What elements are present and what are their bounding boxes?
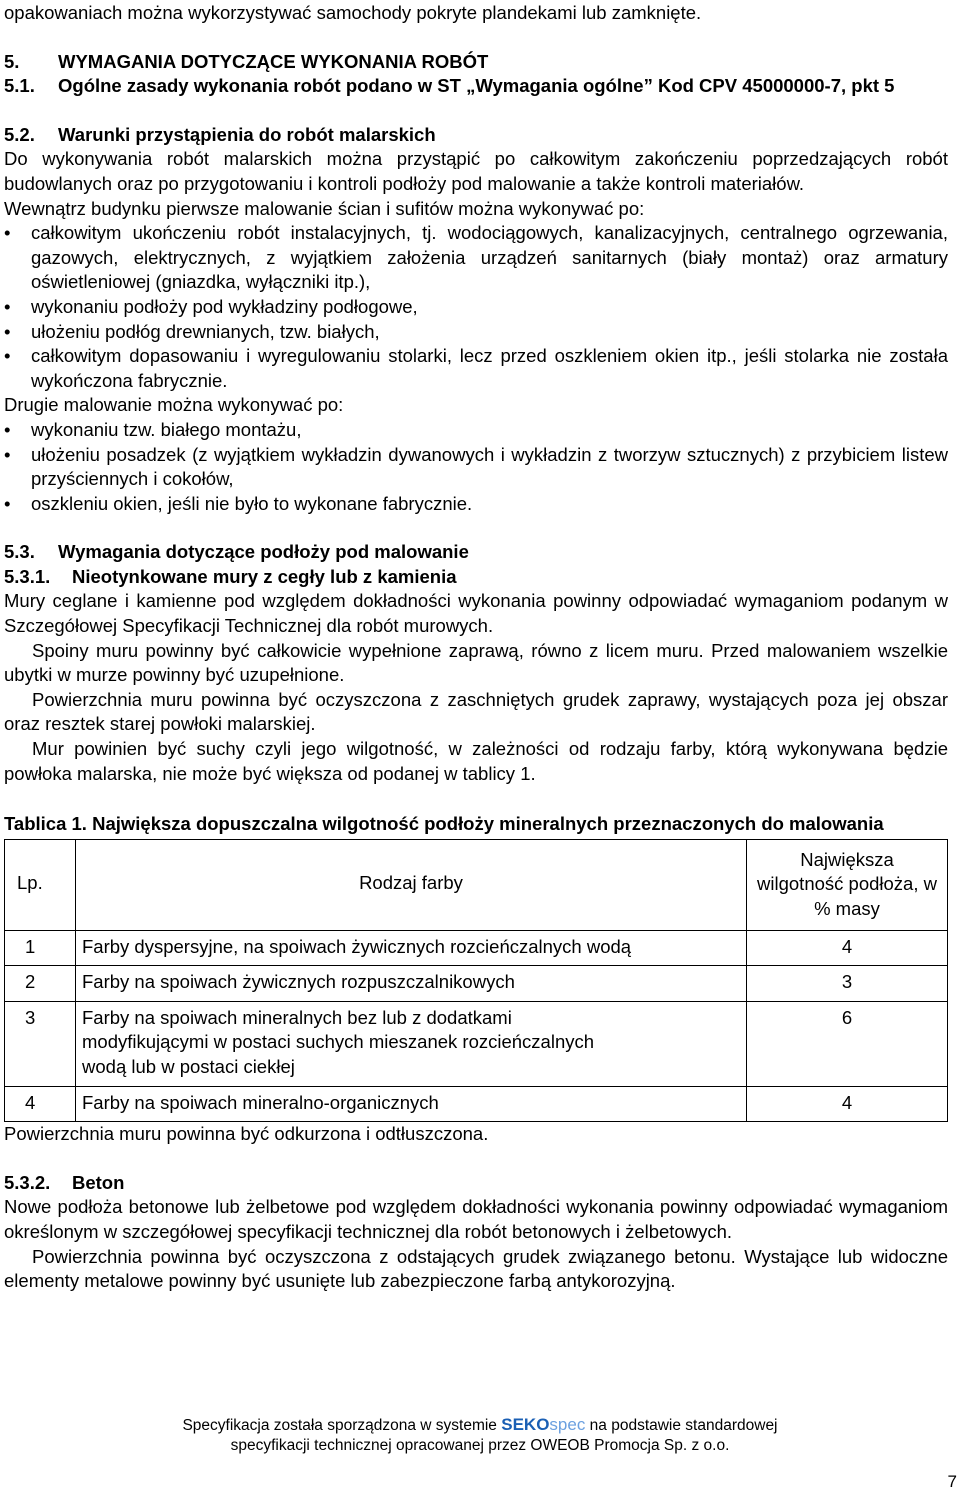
cell-max-moisture: 4 [747,1086,948,1122]
section-title: WYMAGANIA DOTYCZĄCE WYKONANIA ROBÓT [58,50,489,72]
section-title: Nieotynkowane mury z cegły lub z kamienia [72,565,457,587]
section-5-3-2-heading [4,1171,948,1196]
paragraph: Wewnątrz budynku pierwsze malowanie ścian i sufitów można wykonywać po: [4,197,645,219]
table-row [5,1086,948,1122]
cell-paint-type: Farby na spoiwach mineralno-organicznych [76,1086,747,1122]
bullet-list-first-painting [4,221,948,393]
table-header-row [5,839,948,930]
section-number: 5.2. [4,123,35,145]
section-5-3-heading [4,540,948,565]
cell-paint-type: Farby dyspersyjne, na spoiwach żywicznych rozcieńczalnych wodą [76,930,747,966]
section-number: 5.3.2. [4,1171,51,1193]
column-header-paint-type: Rodzaj farby [76,839,747,930]
section-title: Beton [72,1171,125,1193]
cell-lp: 1 [5,930,76,966]
section-5-heading [4,50,948,75]
list-item: • wykonaniu tzw. białego montażu, [4,418,948,443]
cell-lp: 2 [5,966,76,1002]
section-number: 5.1. [4,75,35,97]
footer-text: na podstawie standardowej [589,1417,778,1434]
sekospec-logo-part-a: SEKO [501,1415,550,1434]
cell-paint-type: Farby na spoiwach mineralnych bez lub z dodatkami modyfikującymi w postaci suchych mieszanek rozcieńczalnych wodą lub w postaci ciekłej [76,1001,747,1086]
list-item: • całkowitym dopasowaniu i wyregulowaniu stolarki, lecz przed oszkleniem okien itp., jeśli stolarka nie została wykończona fabrycznie. [4,344,948,393]
section-title: Wymagania dotyczące podłoży pod malowanie [58,541,469,563]
list-item: • wykonaniu podłoży pod wykładziny podłogowe, [4,295,948,320]
section-5-3-1-heading [4,565,948,590]
intro-line: opakowaniach można wykorzystywać samochody pokryte plandekami lub zamknięte. [4,2,702,23]
paragraph: Mury ceglane i kamienne pod względem dokładności wykonania powinny odpowiadać wymaganiom podanym w Szczegółowej Specyfikacji Technicznej dla robót murowych. [4,590,948,637]
cell-max-moisture: 6 [747,1001,948,1086]
table-row [5,1001,948,1086]
paragraph: Powierzchnia muru powinna być oczyszczona z zaschniętych grudek zaprawy, wystających poza jej obszar oraz resztek starej powłoki malarskiej. [4,688,948,735]
cell-max-moisture: 4 [747,930,948,966]
paragraph: Powierzchnia muru powinna być odkurzona i odtłuszczona. [4,1123,489,1145]
paragraph: Nowe podłoża betonowe lub żelbetowe pod względem dokładności wykonania powinny odpowiadać wymaganiom określonym w szczegółowej specyfikacji technicznej dla robót betonowych i żelbetowych. [4,1196,948,1242]
paragraph: Drugie malowanie można wykonywać po: [4,394,344,416]
paragraph: Spoiny muru powinny być całkowicie wypełnione zaprawą, równo z licem muru. Przed malowaniem wszelkie ubytki w murze powinny być uzupełnione. [4,639,948,686]
list-item: • ułożeniu podłóg drewnianych, tzw. białych, [4,320,948,345]
footer-line-1 [0,1415,960,1436]
paragraph: Mur powinien być suchy czyli jego wilgotność, w zależności od rodzaju farby, którą wykonywana będzie powłoka malarska, nie może być większa od podanej w tablicy 1. [4,738,948,784]
moisture-table [4,839,948,1122]
section-title: Warunki przystąpienia do robót malarskich [58,123,436,145]
cell-paint-type: Farby na spoiwach żywicznych rozpuszczalnikowych [76,966,747,1002]
footer-line-2: specyfikacji technicznej opracowanej przez OWEOB Promocja Sp. z o.o. [230,1437,730,1454]
table-row [5,966,948,1002]
cell-lp: 4 [5,1086,76,1122]
section-5-2-heading [4,123,948,148]
page-footer [0,1415,960,1456]
document-page [4,0,948,1294]
table-caption: Tablica 1. Największa dopuszczalna wilgotność podłoży mineralnych przeznaczonych do malowania [4,813,884,835]
footer-text: Specyfikacja została sporządzona w systemie [182,1417,497,1434]
section-number: 5.3.1. [4,565,51,587]
sekospec-logo-part-b: spec [549,1415,586,1434]
paragraph: Powierzchnia powinna być oczyszczona z odstających grudek związanego betonu. Wystające lub widoczne elementy metalowe powinny być usunięte lub zabezpieczone farbą antykorozyjną. [4,1245,948,1292]
page-number: 7 [947,1472,957,1491]
list-item: • całkowitym ukończeniu robót instalacyjnych, tj. wodociągowych, kanalizacyjnych, centralnego ogrzewania, gazowych, elektrycznych, z wyjątkiem założenia urządzeń sanitarnych (biały montaż) oraz armatury oświetleniowej (gniazdka, wyłączniki itp.), [4,221,948,295]
list-item: • oszkleniu okien, jeśli nie było to wykonane fabrycznie. [4,492,948,517]
column-header-lp: Lp. [5,839,76,930]
section-text: Ogólne zasady wykonania robót podano w ST „Wymagania ogólne” Kod CPV 45000000-7, pkt 5 [58,75,895,97]
section-5-1 [4,74,948,99]
paragraph: Do wykonywania robót malarskich można przystąpić po całkowitym zakończeniu poprzedzających robót budowlanych oraz po przygotowaniu i kontroli podłoży pod malowanie a także kontroli materiałów. [4,148,948,194]
section-number: 5.3. [4,541,35,563]
cell-max-moisture: 3 [747,966,948,1002]
bullet-list-second-painting [4,418,948,516]
table-row [5,930,948,966]
column-header-max-moisture: Największa wilgotność podłoża, w % masy [747,839,948,930]
cell-lp: 3 [5,1001,76,1086]
section-number: 5. [4,50,20,72]
list-item: • ułożeniu posadzek (z wyjątkiem wykładzin dywanowych i wykładzin z tworzyw sztucznych) z przybiciem listew przyściennych i cokołów, [4,443,948,492]
